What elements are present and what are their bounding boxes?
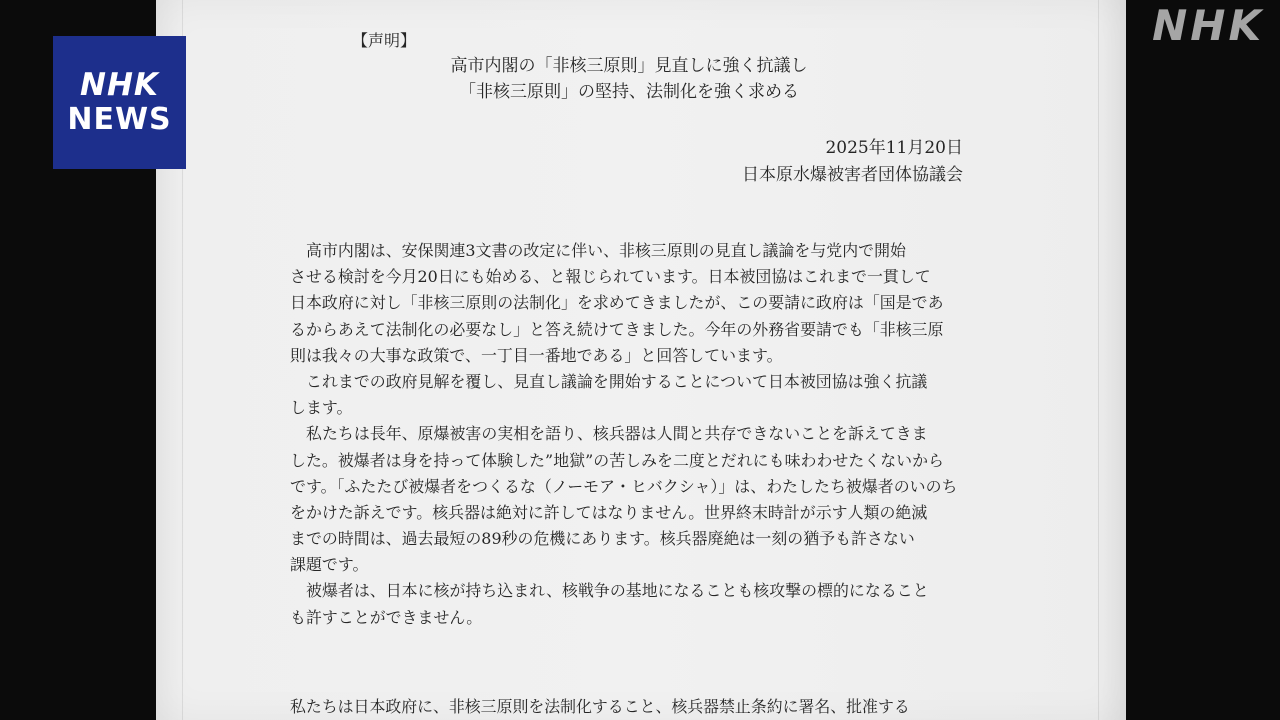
body-line: です。「ふたたび被爆者をつくるな（ノーモア・ヒバクシャ）」は、わたしたち被爆者のいのち — [290, 476, 958, 496]
body-line: します。 — [290, 398, 353, 418]
right-margin-line — [1098, 0, 1099, 720]
nhk-news-logo — [53, 36, 186, 169]
body-line: をかけた訴えです。核兵器は絶対に許してはなりません。世界終末時計が示す人類の絶滅 — [290, 502, 928, 522]
statement-body — [290, 238, 964, 631]
statement-label: 【声明】 — [352, 31, 417, 50]
document-title — [404, 53, 854, 105]
body-line: までの時間は、過去最短の89秒の危機にあります。核兵器廃絶は一刻の猶予も許さない — [290, 529, 915, 549]
body-line: 私たちは長年、原爆被害の実相を語り、核兵器は人間と共存できないことを訴えてきま — [306, 424, 928, 444]
logo-nhk-text: NHK — [80, 67, 159, 103]
body-line: も許すことができません。 — [290, 607, 483, 627]
logo-news-text: NEWS — [67, 102, 172, 137]
title-line-2: 「非核三原則」の堅持、法制化を強く求める — [459, 82, 799, 102]
nhk-watermark: NHK — [1152, 1, 1264, 50]
body-line: 被爆者は、日本に核が持ち込まれ、核戦争の基地になることも核攻撃の標的になること — [306, 581, 929, 601]
body-line: 則は我々の大事な政策で、一丁目一番地である」と回答しています。 — [290, 345, 783, 365]
body-line: 日本政府に対し「非核三原則の法制化」を求めてきましたが、この要請に政府は「国是であ — [290, 293, 944, 313]
body-line: した。被爆者は身を持って体験した”地獄”の苦しみを二度とだれにも味わわせたくないから — [290, 450, 944, 470]
body-line: これまでの政府見解を覆し、見直し議論を開始することについて日本被団協は強く抗議 — [306, 371, 928, 391]
document-date: 2025年11月20日 — [825, 138, 963, 158]
organization-name: 日本原水爆被害者団体協議会 — [742, 165, 963, 185]
title-line-1: 高市内閣の「非核三原則」見直しに強く抗議し — [450, 56, 808, 76]
body-line: させる検討を今月20日にも始める、と報じられています。日本被団協はこれまで一貫して — [290, 267, 931, 287]
body-line: るからあえて法制化の必要なし」と答え続けてきました。今年の外務省要請でも「非核三原 — [290, 319, 944, 339]
body-line: 高市内閣は、安保関連3文書の改定に伴い、非核三原則の見直し議論を与党内で開始 — [306, 241, 906, 260]
body-line: 課題です。 — [290, 555, 369, 575]
partial-next-paragraph: 私たちは日本政府に、非核三原則を法制化すること、核兵器禁止条約に署名、批准する — [290, 697, 910, 716]
right-black-band — [1126, 0, 1280, 720]
